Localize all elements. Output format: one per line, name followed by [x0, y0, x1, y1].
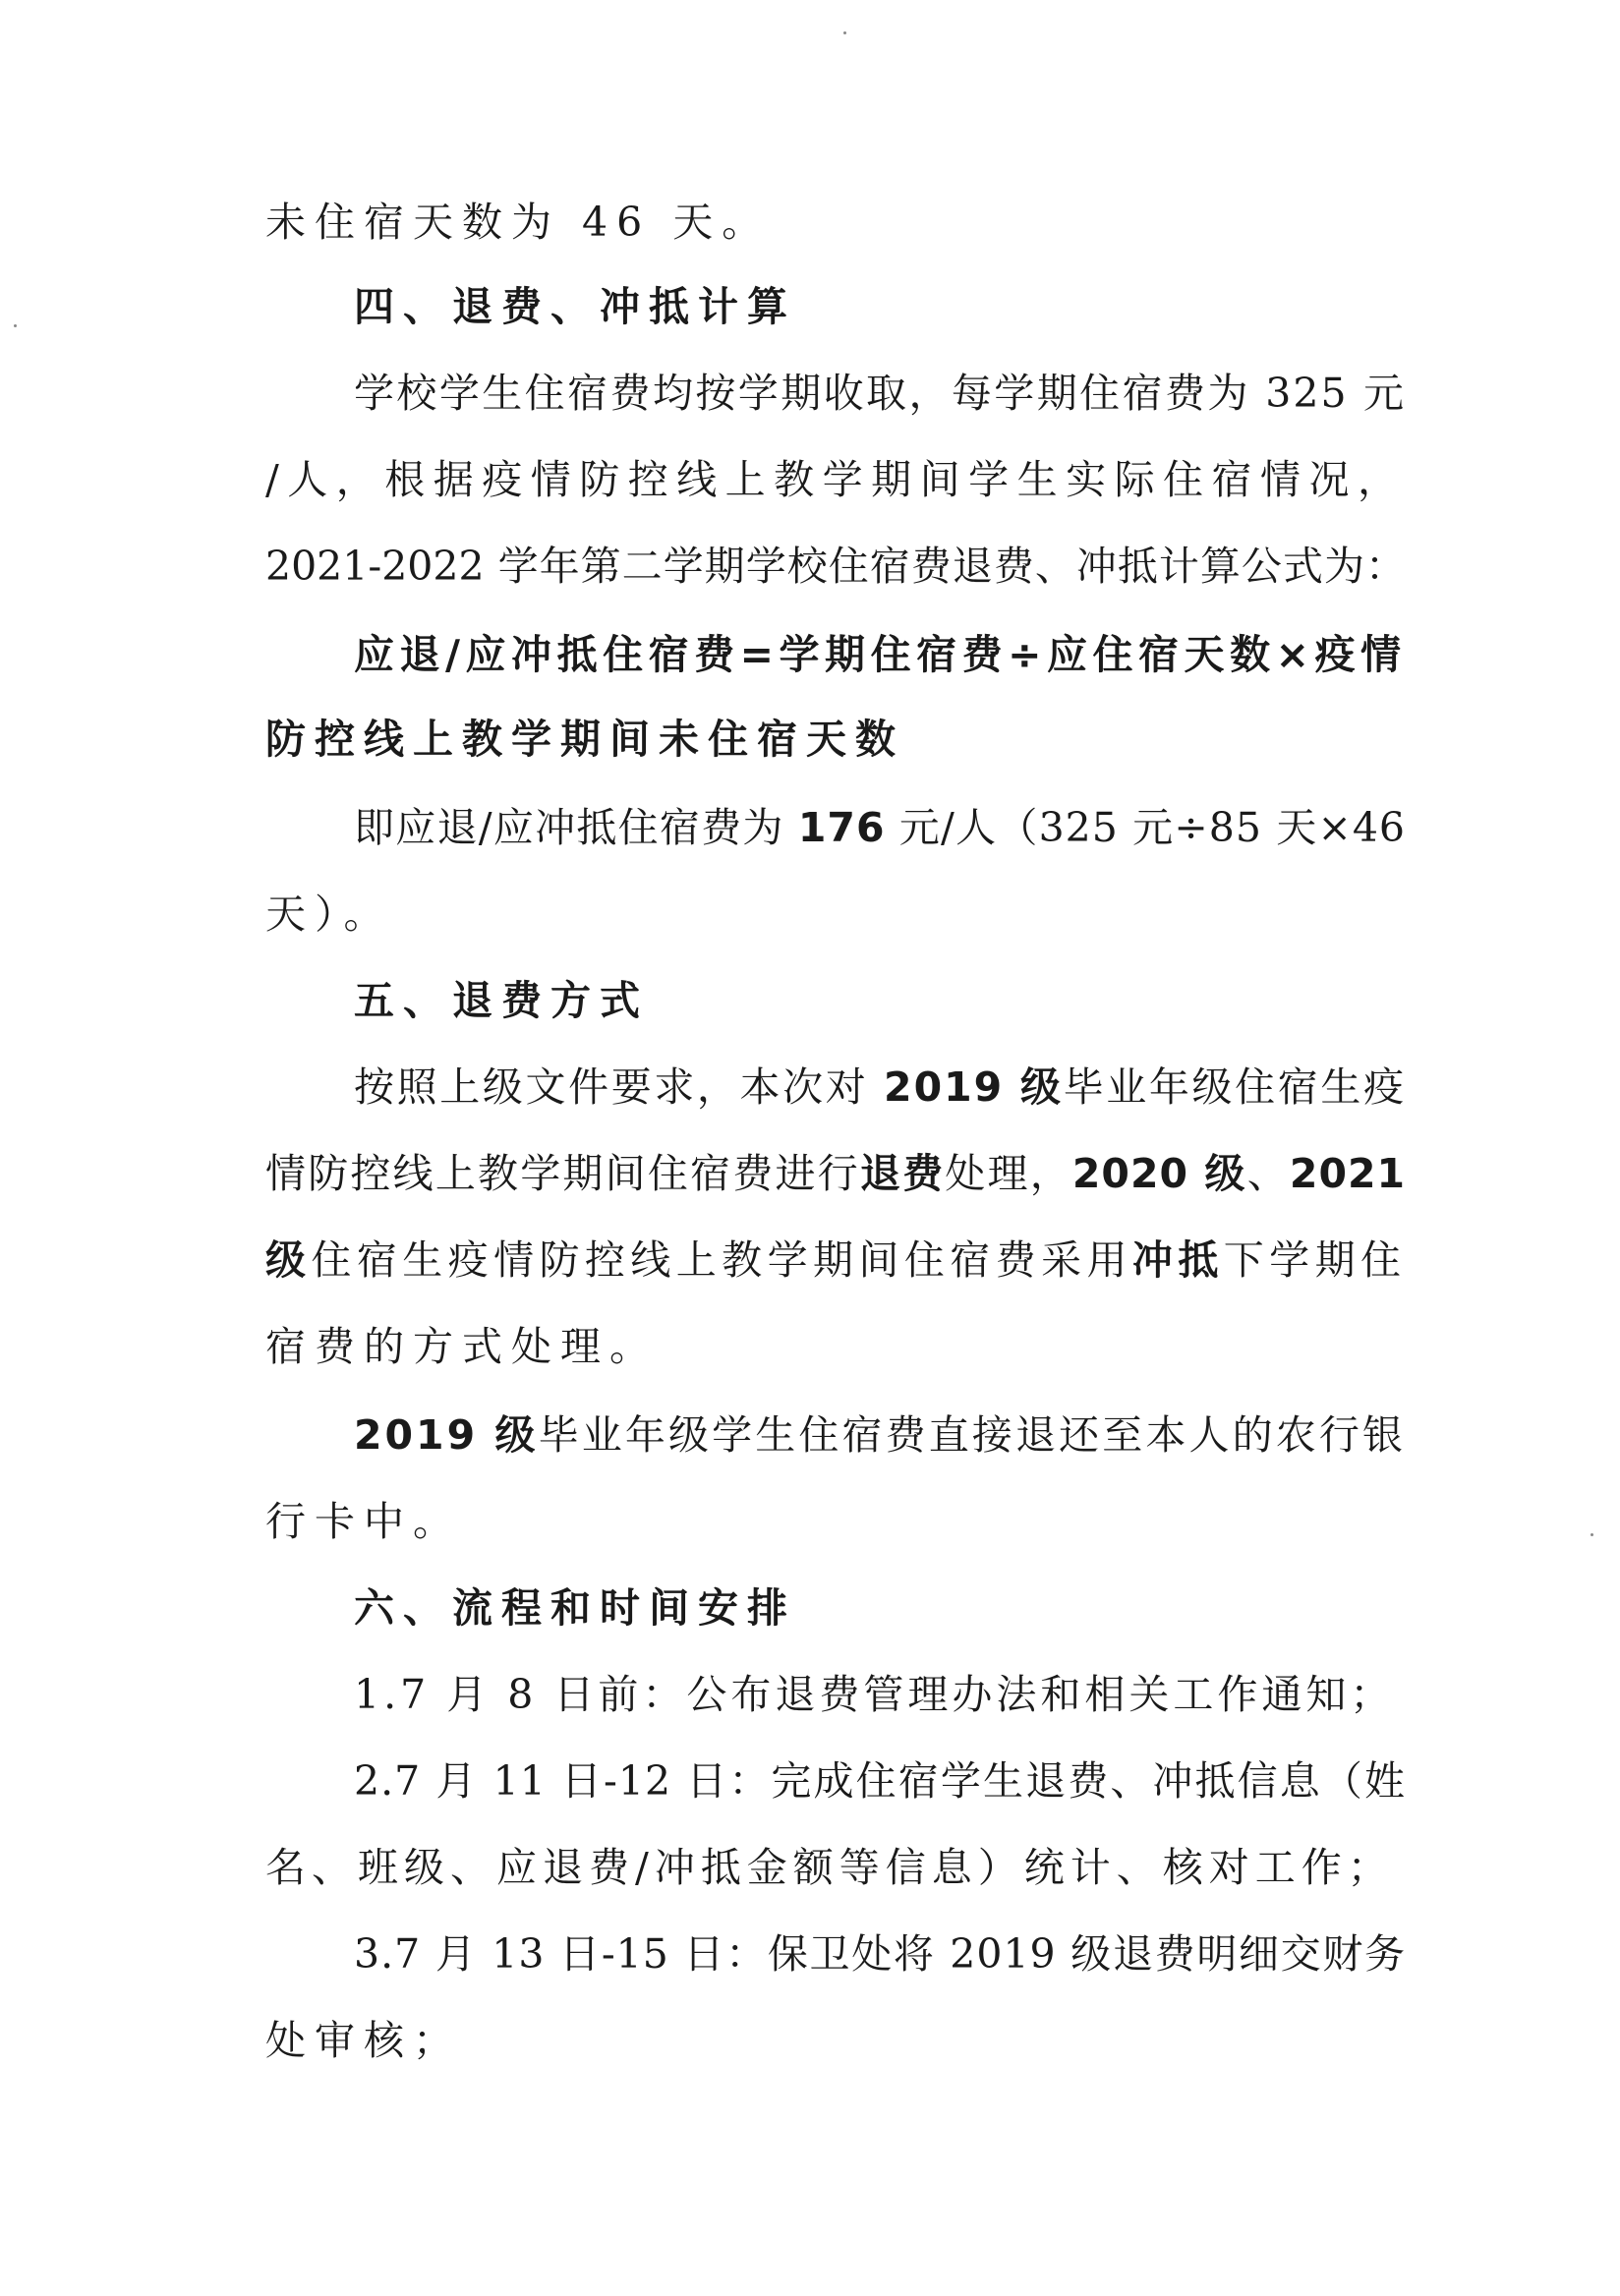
text-run: 、 — [1246, 1150, 1290, 1197]
result-text: 元/人（325 元÷85 天×46 — [885, 804, 1406, 851]
paragraph-line — [265, 1144, 1406, 1203]
paragraph-line — [265, 1231, 1406, 1290]
text-run: 处理， — [945, 1150, 1072, 1197]
scan-speck — [1591, 1533, 1593, 1536]
bold-run: 冲抵 — [1131, 1236, 1224, 1284]
paragraph-line: 宿费的方式处理。 — [265, 1323, 659, 1370]
bold-run: 级 — [265, 1236, 312, 1284]
paragraph-line — [354, 1058, 1406, 1117]
paragraph-line: 未住宿天数为 46 天。 — [265, 199, 772, 246]
scan-speck — [14, 324, 17, 327]
bold-run: 2021 — [1289, 1150, 1407, 1197]
schedule-item: 1.7 月 8 日前：公布退费管理办法和相关工作通知； — [354, 1671, 1395, 1718]
schedule-item-continued: 名、班级、应退费/冲抵金额等信息）统计、核对工作； — [265, 1844, 1394, 1891]
schedule-item: 2.7 月 11 日-12 日：完成住宿学生退费、冲抵信息（姓 — [354, 1757, 1406, 1805]
bold-run: 2019 级 — [884, 1063, 1064, 1111]
paragraph-line: 行卡中。 — [265, 1498, 462, 1545]
text-run: 下学期住 — [1223, 1236, 1407, 1284]
paragraph-line: 2021-2022 学年第二学期学校住宿费退费、冲抵计算公式为： — [265, 543, 1406, 590]
schedule-item-continued: 处审核； — [265, 2017, 462, 2064]
text-run: 住宿生疫情防控线上教学期间住宿费采用 — [311, 1236, 1132, 1284]
result-amount: 176 — [797, 804, 886, 851]
text-run: 毕业年级住宿生疫 — [1063, 1063, 1406, 1111]
paragraph-line: /人，根据疫情防控线上教学期间学生实际住宿情况， — [265, 456, 1406, 503]
formula-line: 防控线上教学期间未住宿天数 — [265, 716, 904, 763]
section-heading-5: 五、退费方式 — [354, 977, 649, 1024]
result-text: 即应退/应冲抵住宿费为 — [354, 804, 798, 851]
text-run: 按照上级文件要求，本次对 — [354, 1063, 885, 1111]
formula-line: 应退/应冲抵住宿费=学期住宿费÷应住宿天数×疫情 — [354, 631, 1406, 678]
text-run: 情防控线上教学期间住宿费进行 — [265, 1150, 860, 1197]
section-heading-6: 六、流程和时间安排 — [354, 1584, 796, 1632]
scan-speck — [843, 31, 846, 34]
paragraph-line: 学校学生住宿费均按学期收取，每学期住宿费为 325 元 — [354, 370, 1406, 417]
bold-run: 2019 级 — [354, 1411, 539, 1459]
paragraph-line — [354, 1406, 1406, 1464]
section-heading-4: 四、退费、冲抵计算 — [354, 283, 796, 330]
text-run: 毕业年级学生住宿费直接退还至本人的农行银 — [538, 1411, 1406, 1459]
schedule-item: 3.7 月 13 日-15 日：保卫处将 2019 级退费明细交财务 — [354, 1930, 1406, 1978]
result-line — [354, 798, 1406, 857]
bold-run: 退费 — [859, 1150, 946, 1197]
paragraph-line: 天）。 — [265, 890, 393, 938]
bold-run: 2020 级 — [1071, 1150, 1247, 1197]
